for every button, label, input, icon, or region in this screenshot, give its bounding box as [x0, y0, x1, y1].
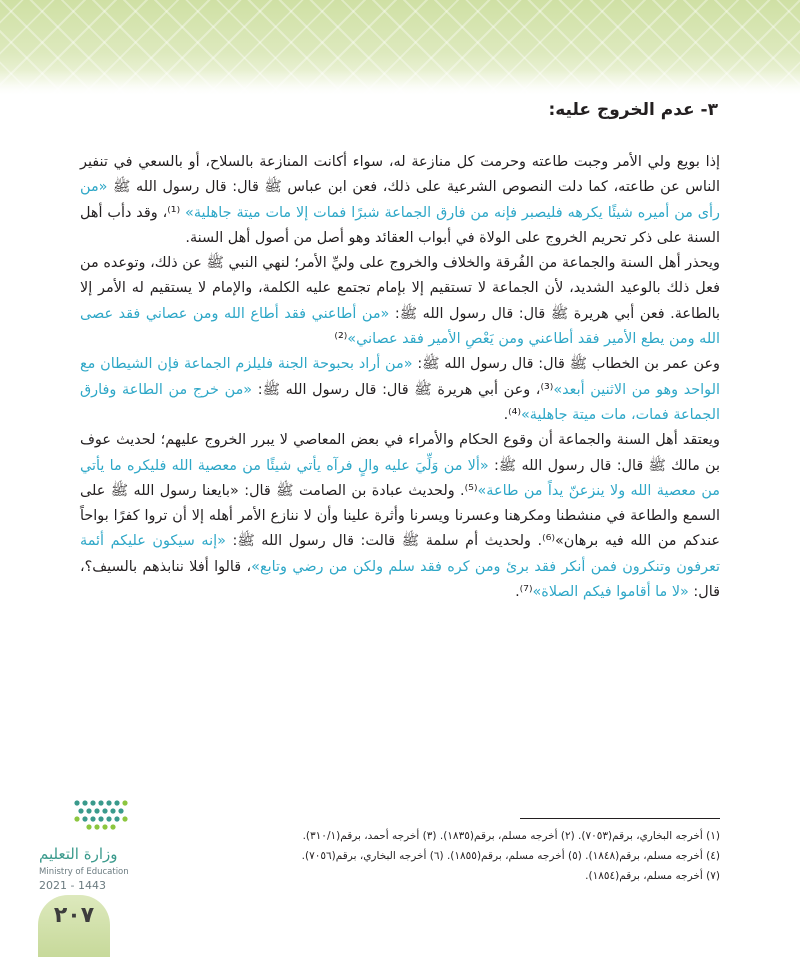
paragraph-text: وعن عمر بن الخطاب ﷺ قال: قال رسول الله ﷺ: [412, 356, 720, 373]
paragraph [80, 150, 720, 251]
paragraph [80, 352, 720, 428]
ministry-name-ar: وزارة التعليم [39, 845, 118, 863]
footnote-divider [520, 818, 720, 819]
hadith-quote: «من رأى من أميره شيئًا يكرهه فليصبر فإنه من فارق الجماعة شبرًا فمات إلا مات ميتة جاهلية» [80, 179, 720, 221]
header-banner-fade [0, 70, 800, 100]
paragraph-text: ⁽⁵⁾. ولحديث عبادة بن الصامت ﷺ قال: «بايعنا رسول الله ﷺ على السمع والطاعة في منشطنا ومكرهنا وعسرنا ويسرنا وأثرة علينا وأن لا ننازع الأمر أهله إلا أن تروا كفرًا بواحاً عندكم من الله فيه برهان»⁽⁶⁾. ولحديث أم سلمة ﷺ قالت: قال رسول الله ﷺ: [80, 482, 720, 550]
paragraph-text: إذا بويع ولي الأمر وجبت طاعته وحرمت كل منازعة له، سواء أكانت المنازعة بالسلاح، أو بالسعي في تنفير الناس عن طاعته، كما دلت النصوص الشرعية على ذلك، فعن ابن عباس ﷺ قال: قال رسول الله ﷺ [80, 154, 720, 196]
hadith-quote: «من أطاعني فقد أطاع الله ومن عصاني فقد عصى الله ومن يطع الأمير فقد أطاعني ومن يَعْصِ الأمير فقد عصاني» [80, 305, 720, 348]
footnote-line: (٧) أخرجه مسلم، برقم(١٨٥٤). [585, 870, 720, 882]
paragraph [80, 428, 720, 605]
paragraph-text: ⁽⁴⁾. [503, 406, 521, 423]
page-number-tab [38, 895, 110, 957]
footnote-line: (٤) أخرجه مسلم، برقم(١٨٤٨). (٥) أخرجه مسلم، برقم(١٨٥٥). (٦) أخرجه البخاري، برقم(٧٠٥٦). [301, 850, 720, 862]
page-number: ٢٠٧ [53, 903, 95, 928]
paragraph-text: ⁽³⁾، وعن أبي هريرة ﷺ قال: قال رسول الله ﷺ: [252, 381, 554, 398]
hadith-quote: «لا ما أقاموا فيكم الصلاة» [532, 584, 689, 601]
edition-year: 2021 - 1443 [39, 879, 106, 892]
paragraph-text: ويعتقد أهل السنة والجماعة أن وقوع الحكام والأمراء في بعض المعاصي لا يبرر الخروج عليهم؛ لحديث عوف بن مالك ﷺ قال: قال رسول الله ﷺ: [80, 432, 720, 474]
hadith-quote: «من خرج من الطاعة وفارق الجماعة فمات، مات ميتة جاهلية» [80, 381, 720, 423]
ministry-name-en: Ministry of Education [39, 867, 129, 877]
paragraph-text: ⁽¹⁾، وقد دأب أهل السنة على ذكر تحريم الخروج على الولاة في أبواب العقائد وهو أصل من أصول أهل السنة. [80, 204, 720, 246]
section-heading: ٣- عدم الخروج عليه: [548, 100, 718, 120]
paragraph-text: ، قالوا أفلا ننابذهم بالسيف؟، قال: [80, 558, 720, 601]
hadith-quote: «من أراد بحبوحة الجنة فليلزم الجماعة فإن الشيطان مع الواحد وهو من الاثنين أبعد» [80, 356, 720, 398]
hadith-quote: «إنه سيكون عليكم أئمة تعرفون وتنكرون فمن أنكر فقد برئ ومن كره فقد سلم ولكن من رضي وتابع» [80, 533, 721, 575]
footnote-line: (١) أخرجه البخاري، برقم(٧٠٥٣). (٢) أخرجه مسلم، برقم(١٨٣٥). (٣) أخرجه أحمد، برقم(٣١٠/١). [302, 830, 720, 842]
paragraph-text: ⁽⁷⁾. [515, 584, 533, 601]
ministry-dots-icon [71, 797, 131, 839]
paragraph-text: ويحذر أهل السنة والجماعة من الفُرقة والخلاف والخروج على وليِّ الأمر؛ لنهي النبي ﷺ عن ذلك، وتوعده من فعل ذلك بالوعيد الشديد، لأن الجماعة لا تستقيم إلا بإمام تجتمع عليه الكلمة، والإمام لا يستقيم له الأمر إلا بالطاعة. فعن أبي هريرة ﷺ قال: قال رسول الله ﷺ: [80, 255, 720, 322]
ministry-logo [35, 797, 165, 897]
paragraph-text: ⁽²⁾ [334, 331, 348, 348]
paragraph [80, 251, 720, 352]
footnotes [80, 826, 720, 886]
hadith-quote: «ألا من وَلِّيَ عليه والٍ فرآه يأتي شيئًا من معصية الله فليكره ما يأتي من معصية الله ولا ينزعنّ يداً من طاعة» [80, 457, 720, 499]
body-text [80, 150, 720, 605]
